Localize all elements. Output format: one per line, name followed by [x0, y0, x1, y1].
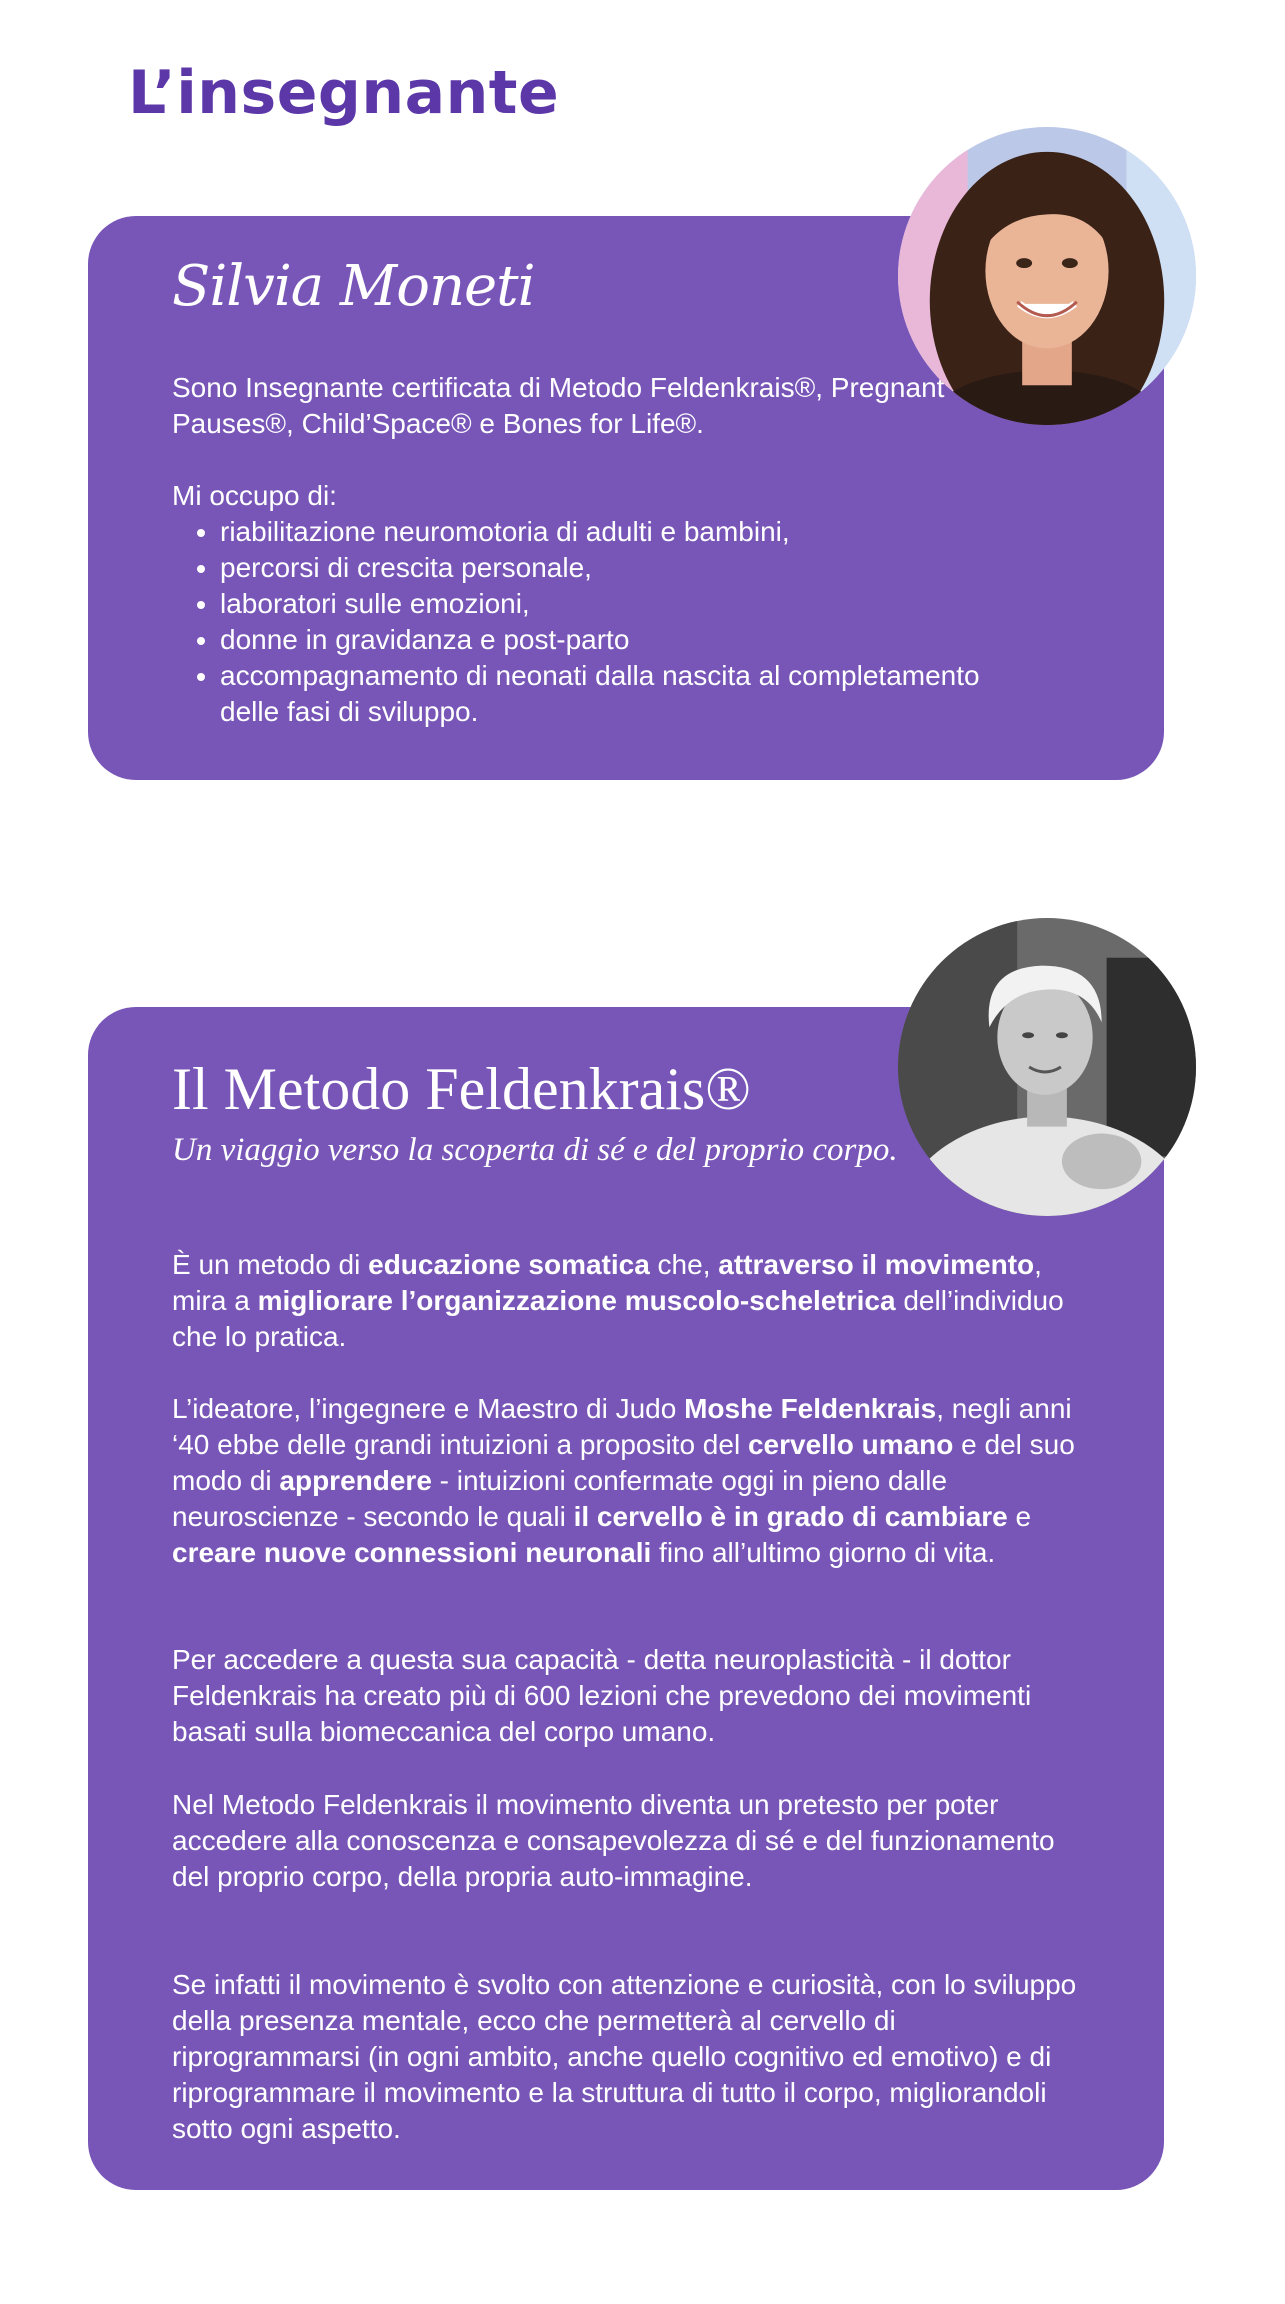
- teacher-intro: Sono Insegnante certificata di Metodo Feldenkrais®, Pregnant Pauses®, Child’Space® e Bones for Life®.: [172, 372, 945, 439]
- teacher-portrait-photo: [898, 127, 1196, 425]
- method-paragraph-2: L’ideatore, l’ingegnere e Maestro di Judo Moshe Feldenkrais, negli anni ‘40 ebbe delle grandi intuizioni a proposito del cervello umano e del suo modo di apprendere - intuizioni confermate oggi in pieno dalle neuroscienze - secondo le quali il cervello è in grado di cambiare e creare nuove connessioni neuronali fino all’ultimo giorno di vita.: [172, 1393, 1075, 1568]
- method-paragraph-3: Per accedere a questa sua capacità - detta neuroplasticità - il dottor Feldenkrais ha creato più di 600 lezioni che prevedono dei movimenti basati sulla biomeccanica del corpo umano.: [172, 1644, 1032, 1747]
- method-paragraph-5: Se infatti il movimento è svolto con attenzione e curiosità, con lo sviluppo della presenza mentale, ecco che permetterà al cervello di riprogrammarsi (in ogni ambito, anche quello cognitivo ed emotivo) e di riprogrammare il movimento e la struttura di tutto il corpo, migliorandoli sotto ogni aspetto.: [172, 1969, 1077, 2144]
- moshe-portrait-illustration: [898, 918, 1196, 1216]
- list-item: • laboratori sulle emozioni,: [220, 586, 1000, 622]
- list-item: • riabilitazione neuromotoria di adulti e bambini,: [220, 514, 1000, 550]
- method-subtitle: Un viaggio verso la scoperta di sé e del proprio corpo.: [172, 1132, 898, 1168]
- teacher-list-title: Mi occupo di:: [172, 480, 337, 511]
- teacher-name: Silvia Moneti: [172, 254, 535, 319]
- method-paragraph-1: È un metodo di educazione somatica che, attraverso il movimento, mira a migliorare l’organizzazione muscolo-scheletrica dell’individuo che lo pratica.: [172, 1249, 1064, 1352]
- list-item: • percorsi di crescita personale,: [220, 550, 1000, 586]
- teacher-activities-list: [172, 514, 1000, 730]
- list-item: • donne in gravidanza e post-parto: [220, 622, 1000, 658]
- teacher-portrait-illustration: [898, 127, 1196, 425]
- moshe-feldenkrais-photo: [898, 918, 1196, 1216]
- page-title: L’insegnante: [128, 58, 560, 128]
- method-title: Il Metodo Feldenkrais®: [172, 1056, 751, 1122]
- method-paragraph-4: Nel Metodo Feldenkrais il movimento diventa un pretesto per poter accedere alla conoscenza e consapevolezza di sé e del funzionamento del proprio corpo, della propria auto-immagine.: [172, 1789, 1055, 1892]
- list-item: • accompagnamento di neonati dalla nascita al completamento delle fasi di sviluppo.: [220, 658, 1000, 730]
